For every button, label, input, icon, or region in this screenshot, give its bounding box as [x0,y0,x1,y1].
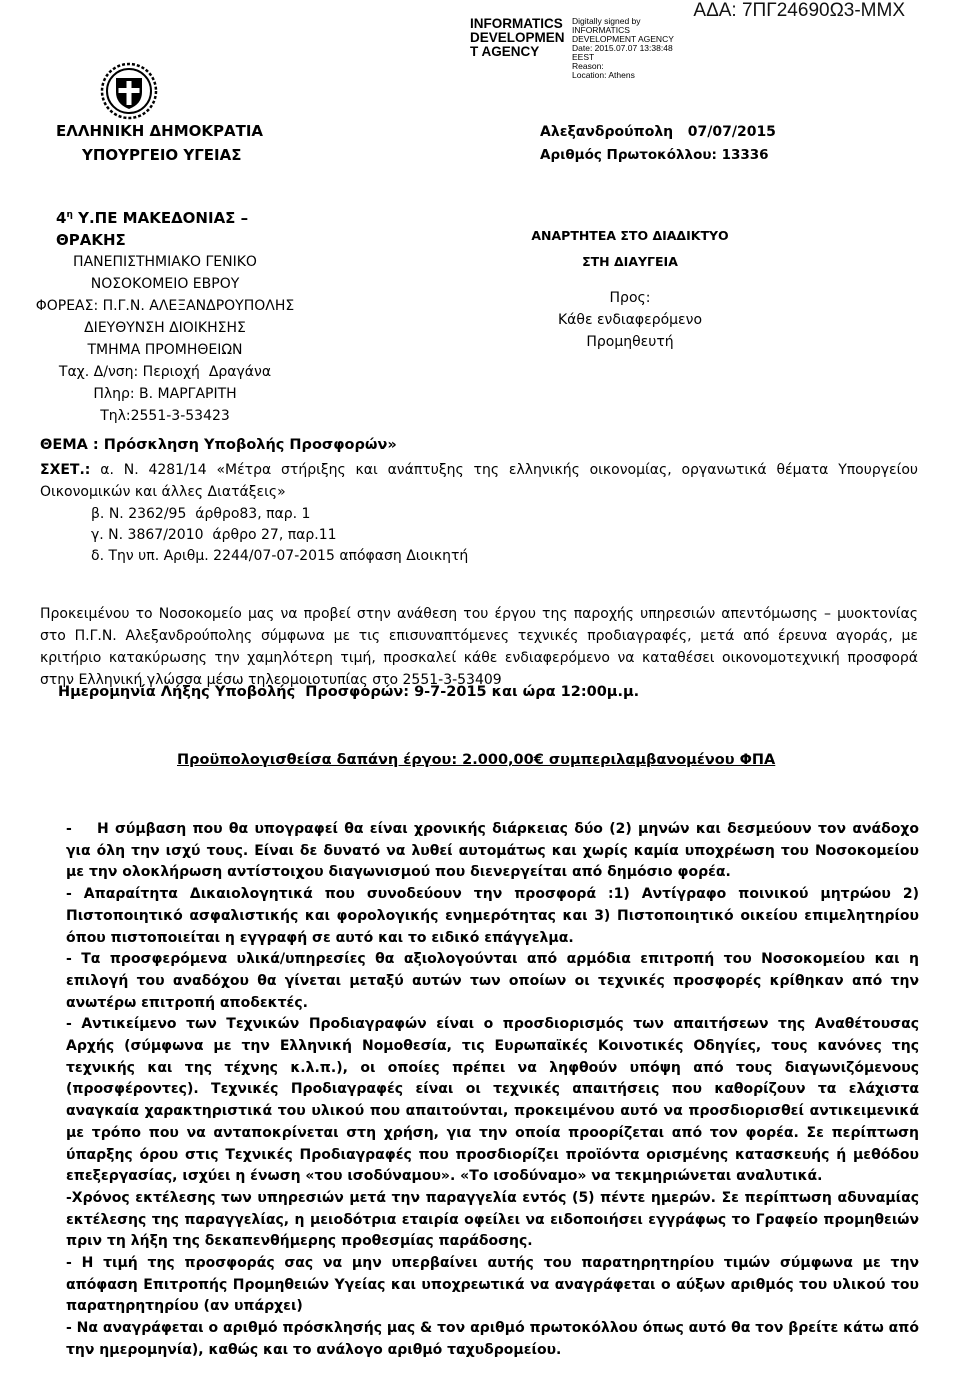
signature-detail-line: Reason: [572,60,604,71]
coat-of-arms-icon [100,62,158,120]
sender-line: ΝΟΣΟΚΟΜΕΙΟ ΕΒΡΟΥ [90,276,240,292]
sender-line: Τηλ:2551-3-53423 [100,408,230,424]
sender-line: ΤΜΗΜΑ ΠΡΟΜΗΘΕΙΩΝ [87,342,243,358]
subject-ref-d: δ. Την υπ. Αριθμ. 2244/07-07-2015 απόφαση Διοικητή [91,548,469,564]
term-item: - Να αναγράφεται ο αριθμό πρόσκλησής μας & τον αριθμό πρωτοκόλλου όπως αυτό θα τον βρείτε κάτω από την ημερομηνία), καθώς και το ανάλογο αριθμό ταχυδρομείου. [66,1320,919,1358]
sender-line: ΠΑΝΕΠΙΣΤΗΜΙΑΚΟ ΓΕΝΙΚΟ [73,254,257,270]
sender-line: Ταχ. Δ/νση: Περιοχή Δραγάνα [58,364,272,380]
recipient-post-1: ΑΝΑΡΤΗΤΕΑ ΣΤΟ ΔΙΑΔΙΚΤΥΟ [531,228,729,243]
subject-ref-b: β. Ν. 2362/95 άρθρο83, παρ. 1 [91,506,311,522]
intro-paragraph: Προκειμένου το Νοσοκομείο μας να προβεί στην ανάθεση του έργου της παροχής υπηρεσιών απεντόμωσης – μυοκτονίας στο Π.Γ.Ν. Αλεξανδρούπολης σύμφωνα με τις επισυναπτόμενες τεχνικές προδιαγραφές, μετά από έρευνα αγοράς, με κριτήριο κατακύρωσης την χαμηλότερη τιμή, προσκαλεί κάθε ενδιαφερόμενο να καταθέσει οικονομοτεχνική προσφορά στην Ελληνική γλώσσα μέσω τηλεομοιοτυπίας στο 2551-3-53409 [40,606,918,688]
sender-line: ΦΟΡΕΑΣ: Π.Γ.Ν. ΑΛΕΞΑΝΔΡΟΥΠΟΛΗΣ [35,298,295,314]
signature-detail-line: Digitally signed by [572,16,641,26]
term-item: -Χρόνος εκτέλεσης των υπηρεσιών μετά την παραγγελία εντός (5) πέντε ημερών. Σε περίπτωση αδυναμίας εκτέλεσης της παραγγελίας, η μειοδότρια εταιρία οφείλει να ειδοποιήσει εγγράφως το Γραφείο προμηθειών πριν τη λήξη της δεκαπενθήμερης προθεσμίας παράδοσης. [66,1189,919,1250]
subject-ref-a [40,459,918,503]
term-item: - Αντικείμενο των Τεχνικών Προδιαγραφών είναι ο προσδιορισμός των απαιτήσεων της Αναθέτουσας Αρχής (σύμφωνα με την Ελληνική Νομοθεσία, τις Ευρωπαϊκές Κοινοτικές Οδηγίες, τους κανόνες της τεχνικής και της τέχνης κ.λ.π.), οι οποίες πρέπει να ληφθούν υπόψη από τους διαγωνιζόμενους (προσφέροντες). Τεχνικές Προδιαγραφές είναι οι τεχνικές απαιτήσεις που καθορίζουν τα ελάχιστα αναγκαία χαρακτηριστικά του υλικού που απαιτούνται, προκειμένου αυτό να προσδιορισθεί αντικειμενικά με τρόπο που να ανταποκρίνεται στη χρήση, για την οποία προορίζεται από τον φορέα. Σε περίπτωση ύπαρξης όρου στις Τεχνικές Προδιαγραφές που προσδιορίζει προϊόντα ορισμένης κατασκευής ή μεθόδου επεξεργασίας, ισχύει η ένωση «του ισοδύναμου». «Το ισοδύναμο» να τεκμηριώνεται αναλυτικά. [66,1016,919,1185]
signature-org-line: INFORMATICS [470,16,563,31]
subject-title: ΘΕΜΑ : Πρόσκληση Υποβολής Προσφορών» [40,437,397,453]
deadline: Ημερομηνία Λήξης Υποβολής Προσφορών: 9-7-2015 και ώρα 12:00μ.μ. [58,684,640,700]
signature-detail-line: EEST [572,51,595,62]
recipient-block [470,225,790,353]
sender-block [20,204,310,427]
header-ministry: ΥΠΟΥΡΓΕΙΟ ΥΓΕΙΑΣ [82,146,242,164]
signature-detail-line: INFORMATICS [572,24,630,35]
subject-ref-c: γ. Ν. 3867/2010 άρθρο 27, παρ.11 [91,527,337,543]
signature-org [470,17,570,60]
signature-details [572,17,722,79]
term-item: - Η σύμβαση που θα υπογραφεί θα είναι χρονικής διάρκειας δύο (2) μηνών και δεσμεύουν τον ανάδοχο για όλη την ισχύ τους. Είναι δε δυνατό να λυθεί αυτομάτως και χωρίς καμία υποχρέωση του Νοσοκομείου με την ολοκλήρωση αντίστοιχου διαγωνισμού που διενεργείται από δημόσιο φορέα. [66,821,924,881]
terms-list [66,819,924,1362]
signature-detail-line: DEVELOPMENT AGENCY [572,33,674,44]
sender-region-num: 4 [56,209,67,227]
sender-region-sup: η [66,210,73,220]
term-item: - Η τιμή της προσφοράς σας να μην υπερβαίνει αυτής του παρατηρητηρίου τιμών σύμφωνα με την απόφαση Επιτροπής Προμηθειών Υγείας και υποχρεωτικά να αναγράφεται ο αύξων αριθμός του υλικού του παρατηρητηρίου (αν υπάρχει) [66,1255,919,1315]
signature-detail-line: Date: 2015.07.07 13:38:48 [572,42,673,53]
term-item: - Απαραίτητα Δικαιολογητικά που συνοδεύουν την προσφορά :1) Αντίγραφο ποινικού μητρώου 2) Πιστοποιητικό ασφαλιστικής και φορολογικής ενημερότητας και 3) Πιστοποιητικό οικείου επιμελητηρίου όπου πιστοποιείται η εγγραφή σε αυτό και το ειδικό επάγγελμα. [66,886,919,946]
header-protocol: Αριθμός Πρωτοκόλλου: 13336 [540,147,769,163]
ada-code: ΑΔΑ: 7ΠΓ24690Ω3-ΜΜΧ [693,0,905,21]
signature-detail-line: Location: Athens [572,69,635,80]
subject-ref-a-text: α. Ν. 4281/14 «Μέτρα στήριξης και ανάπτυξης της ελληνικής οικονομίας, οργανωτικά θέματα Υπουργείου Οικονομικών και άλλες Διατάξεις» [40,462,918,500]
recipient-to-2: Προμηθευτή [586,334,674,350]
recipient-to: Προς: [609,290,651,306]
recipient-post-2: ΣΤΗ ΔΙΑΥΓΕΙΑ [582,254,678,269]
header-place-date: Αλεξανδρούπολη 07/07/2015 [540,124,776,140]
sender-line: Πληρ: Β. ΜΑΡΓΑΡΙΤΗ [93,386,237,402]
budget: Προϋπολογισθείσα δαπάνη έργου: 2.000,00€ συμπεριλαμβανομένου ΦΠΑ [177,752,776,768]
sender-region-name: Υ.ΠΕ ΜΑΚΕΔΟΝΙΑΣ – ΘΡΑΚΗΣ [56,209,249,249]
recipient-to-1: Κάθε ενδιαφερόμενο [557,312,703,328]
sender-region [20,204,310,251]
signature-org-line: DEVELOPMEN [470,30,565,46]
signature-org-line: T AGENCY [470,44,540,60]
subject-ref-label: ΣΧΕΤ.: [40,462,91,478]
sender-line: ΔΙΕΥΘΥΝΣΗ ΔΙΟΙΚΗΣΗΣ [84,320,246,336]
header-republic: ΕΛΛΗΝΙΚΗ ΔΗΜΟΚΡΑΤΙΑ [56,122,264,140]
term-item: - Τα προσφερόμενα υλικά/υπηρεσίες θα αξιολογούνται από αρμόδια επιτροπή του Νοσοκομείου και η επιλογή του αναδόχου θα γίνεται μεταξύ αυτών των οποίων οι τεχνικές προσφορές κρίθηκαν από την ανωτέρω επιτροπή αποδεκτές. [66,951,919,1011]
